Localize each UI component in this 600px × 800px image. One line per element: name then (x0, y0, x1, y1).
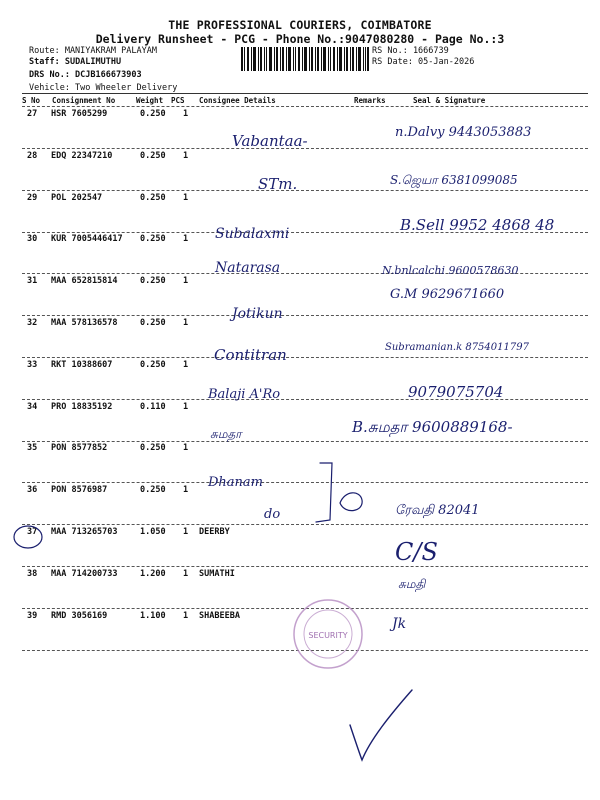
table-row (0, 107, 600, 148)
col-head-consignee: Consignee Details (199, 96, 276, 105)
route-text: Route: MANIYAKRAM PALAYAM (29, 46, 157, 56)
rs-date: RS Date: 05-Jan-2026 (372, 57, 475, 67)
row-consignment: RMD 3056169 (51, 611, 108, 621)
row-sno: 34 (27, 402, 38, 412)
hand-r36-sig: ரேவதி 82041 (395, 503, 480, 518)
row-pcs: 1 (183, 443, 189, 453)
hand-r28-sig: S.ஜெயா 6381099085 (390, 173, 518, 187)
row-sno: 37 (27, 527, 38, 537)
row-weight: 0.250 (140, 109, 166, 119)
row-sno: 39 (27, 611, 38, 621)
row-pcs: 1 (183, 109, 189, 119)
row-sno: 35 (27, 443, 38, 453)
row-sno: 38 (27, 569, 38, 579)
row-weight: 1.200 (140, 569, 166, 579)
staff-label: Staff: (29, 57, 65, 67)
drs-number: DRS No.: DCJB166673903 (29, 70, 142, 80)
hand-r33-name: Balaji A'Ro (208, 387, 281, 402)
row-sno: 29 (27, 193, 38, 203)
row-weight: 0.250 (140, 234, 166, 244)
hand-r27-sig: n.Dalvy 9443053883 (395, 125, 532, 140)
row-sno: 27 (27, 109, 38, 119)
hand-r35-name: Dhanam (208, 475, 263, 490)
row-consignment: MAA 652815814 (51, 276, 118, 286)
row-consignment: PON 8576987 (51, 485, 108, 495)
table-row (0, 483, 600, 524)
row-consignment: PON 8577852 (51, 443, 108, 453)
col-head-remarks: Remarks (354, 96, 386, 105)
staff-name: SUDALIMUTHU (64, 57, 122, 67)
table-row (0, 191, 600, 232)
hand-r32-name: Contitran (214, 346, 287, 364)
row-sno: 36 (27, 485, 38, 495)
hand-r30-name: Natarasa (215, 260, 281, 276)
hand-r33-sig: 9079075704 (408, 383, 504, 401)
row-consignment: POL 202547 (51, 193, 103, 203)
col-head-sno: S No (22, 96, 41, 105)
row-sno: 30 (27, 234, 38, 244)
row-pcs: 1 (183, 151, 189, 161)
row-weight: 0.250 (140, 485, 166, 495)
col-head-consignment: Consignment No (52, 96, 116, 105)
row-pcs: 1 (183, 360, 189, 370)
row-consignment: EDQ 22347210 (51, 151, 113, 161)
row-weight: 0.110 (140, 402, 166, 412)
row-weight: 0.250 (140, 360, 166, 370)
row-weight: 1.050 (140, 527, 166, 537)
row-pcs: 1 (183, 485, 189, 495)
row-pcs: 1 (183, 402, 189, 412)
row-sno: 32 (27, 318, 38, 328)
row-weight: 1.100 (140, 611, 166, 621)
header-top-rule (22, 93, 588, 94)
row-pcs: 1 (183, 611, 189, 621)
rs-number: RS No.: 1666739 (372, 46, 449, 56)
hand-r32-sig: Subramanian.k 8754011797 (385, 342, 529, 353)
row-pcs: 1 (183, 193, 189, 203)
hand-r28-name: STm. (258, 175, 298, 193)
stamp-text: SECURITY (308, 631, 348, 640)
row-consignment: MAA 713265703 (51, 527, 118, 537)
row-consignment: MAA 714200733 (51, 569, 118, 579)
hand-r36-name: do (264, 507, 281, 522)
row-weight: 0.250 (140, 318, 166, 328)
row-sno: 31 (27, 276, 38, 286)
row-consignment: KUR 7005446417 (51, 234, 123, 244)
row-weight: 0.250 (140, 443, 166, 453)
row-weight: 0.250 (140, 193, 166, 203)
hand-r31-sig: G.M 9629671660 (390, 287, 505, 302)
security-stamp (292, 598, 364, 670)
hand-r37-sig: C/S (395, 538, 438, 566)
table-row (0, 441, 600, 482)
row-consignee: DEERBY (199, 527, 230, 537)
table-row (0, 232, 600, 273)
hand-r31-name: Jotikun (232, 306, 283, 322)
table-row (0, 358, 600, 399)
row-sno: 28 (27, 151, 38, 161)
runsheet-title: Delivery Runsheet - PCG - Phone No.:9047080280 - Page No.:3 (95, 32, 505, 46)
hand-r27-name: Vabantaa- (232, 132, 308, 150)
row-consignment: HSR 7605299 (51, 109, 108, 119)
row-consignee: SUMATHI (199, 569, 235, 579)
hand-r29-sig: B.Sell 9952 4868 48 (400, 216, 555, 234)
row-pcs: 1 (183, 527, 189, 537)
row-weight: 0.250 (140, 276, 166, 286)
hand-r38-sig: சுமதி (398, 577, 426, 591)
hand-r29-name: Subalaxmi (215, 226, 290, 242)
row-consignee: SHABEEBA (199, 611, 240, 621)
col-head-weight: Weight (136, 96, 164, 105)
row-pcs: 1 (183, 569, 189, 579)
row-consignment: RKT 10388607 (51, 360, 113, 370)
table-row (0, 316, 600, 357)
row-pcs: 1 (183, 276, 189, 286)
table-row (0, 149, 600, 190)
table-row (0, 400, 600, 441)
table-row (0, 525, 600, 566)
col-head-seal: Seal & Signature (413, 96, 486, 105)
row-consignment: MAA 578136578 (51, 318, 118, 328)
company-name: THE PROFESSIONAL COURIERS, COIMBATORE (168, 18, 432, 32)
hand-r39-sig: Jk (392, 616, 407, 632)
table-row (0, 274, 600, 315)
tick-mark (350, 690, 412, 760)
row-sno: 33 (27, 360, 38, 370)
hand-r34-sig: B.சுமதா 9600889168- (352, 418, 513, 436)
row-consignment: PRO 18835192 (51, 402, 113, 412)
row-weight: 0.250 (140, 151, 166, 161)
col-head-pcs: PCS (171, 96, 185, 105)
vehicle-text: Vehicle: Two Wheeler Delivery (29, 83, 178, 93)
barcode-image (241, 47, 369, 71)
row-pcs: 1 (183, 318, 189, 328)
hand-r34-name: சுமதா (210, 427, 242, 441)
hand-r30-sig: N.bnlcalchi 9600578630 (382, 264, 519, 277)
staff-line (29, 57, 121, 68)
row-pcs: 1 (183, 234, 189, 244)
